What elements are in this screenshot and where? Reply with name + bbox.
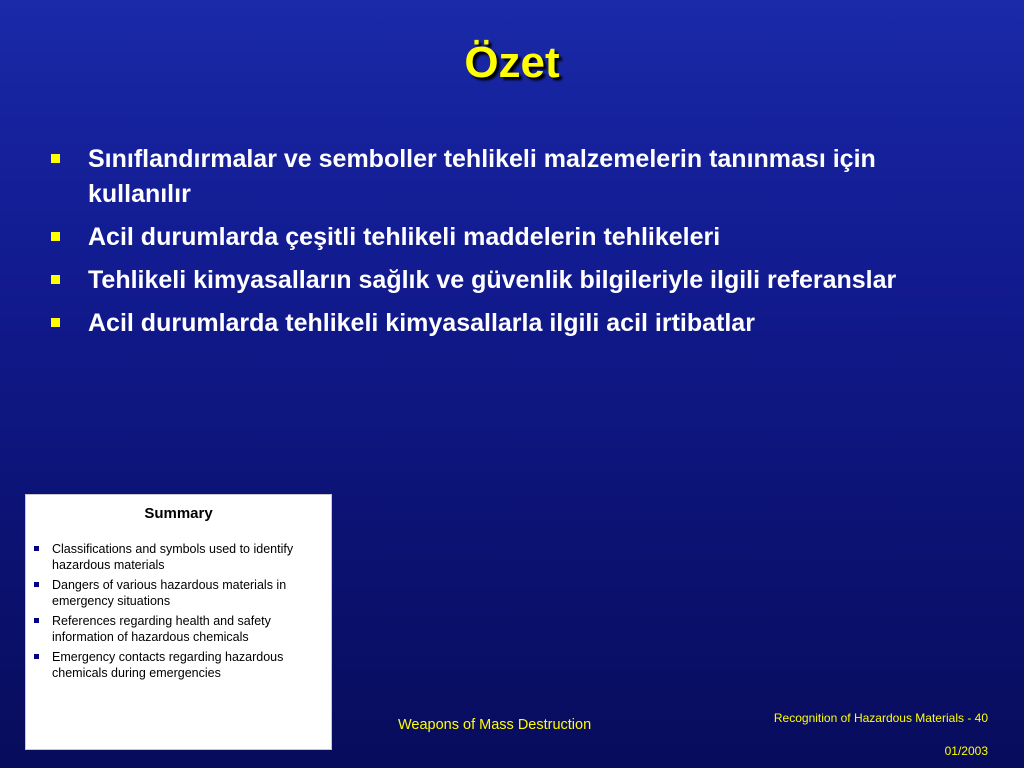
summary-list — [34, 542, 319, 686]
summary-item-text: Classifications and symbols used to identify hazardous materials — [52, 542, 294, 572]
bullet-text: Acil durumlarda tehlikeli kimyasallarla ilgili acil irtibatlar — [88, 309, 755, 337]
square-bullet-icon — [34, 618, 39, 623]
square-bullet-icon — [51, 275, 60, 284]
bullet-text: Acil durumlarda çeşitli tehlikeli maddelerin tehlikeleri — [88, 223, 721, 251]
square-bullet-icon — [34, 546, 39, 551]
summary-item — [34, 542, 319, 573]
summary-item — [34, 614, 319, 645]
bullet-text: Sınıflandırmalar ve semboller tehlikeli malzemelerin tanınması için kullanılır — [88, 145, 876, 208]
summary-title: Summary — [144, 505, 213, 522]
summary-item — [34, 650, 319, 681]
bullet-list — [48, 142, 968, 349]
bullet-item — [48, 263, 968, 298]
summary-item-text: Dangers of various hazardous materials in emergency situations — [52, 578, 287, 608]
slide-title: Özet — [464, 38, 560, 87]
summary-item-text: Emergency contacts regarding hazardous chemicals during emergencies — [52, 650, 284, 680]
bullet-item — [48, 220, 968, 255]
summary-box — [25, 494, 332, 750]
footer-date: 01/2003 — [944, 744, 988, 758]
bullet-text: Tehlikeli kimyasalların sağlık ve güvenlik bilgileriyle ilgili referanslar — [88, 266, 897, 294]
bullet-item — [48, 306, 968, 341]
summary-item — [34, 578, 319, 609]
summary-item-text: References regarding health and safety information of hazardous chemicals — [52, 614, 271, 644]
square-bullet-icon — [51, 318, 60, 327]
square-bullet-icon — [34, 582, 39, 587]
footer-course-title: Weapons of Mass Destruction — [398, 717, 592, 733]
square-bullet-icon — [51, 232, 60, 241]
square-bullet-icon — [34, 654, 39, 659]
footer-module-page: Recognition of Hazardous Materials - 40 — [773, 711, 988, 725]
square-bullet-icon — [51, 154, 60, 163]
bullet-item — [48, 142, 968, 212]
